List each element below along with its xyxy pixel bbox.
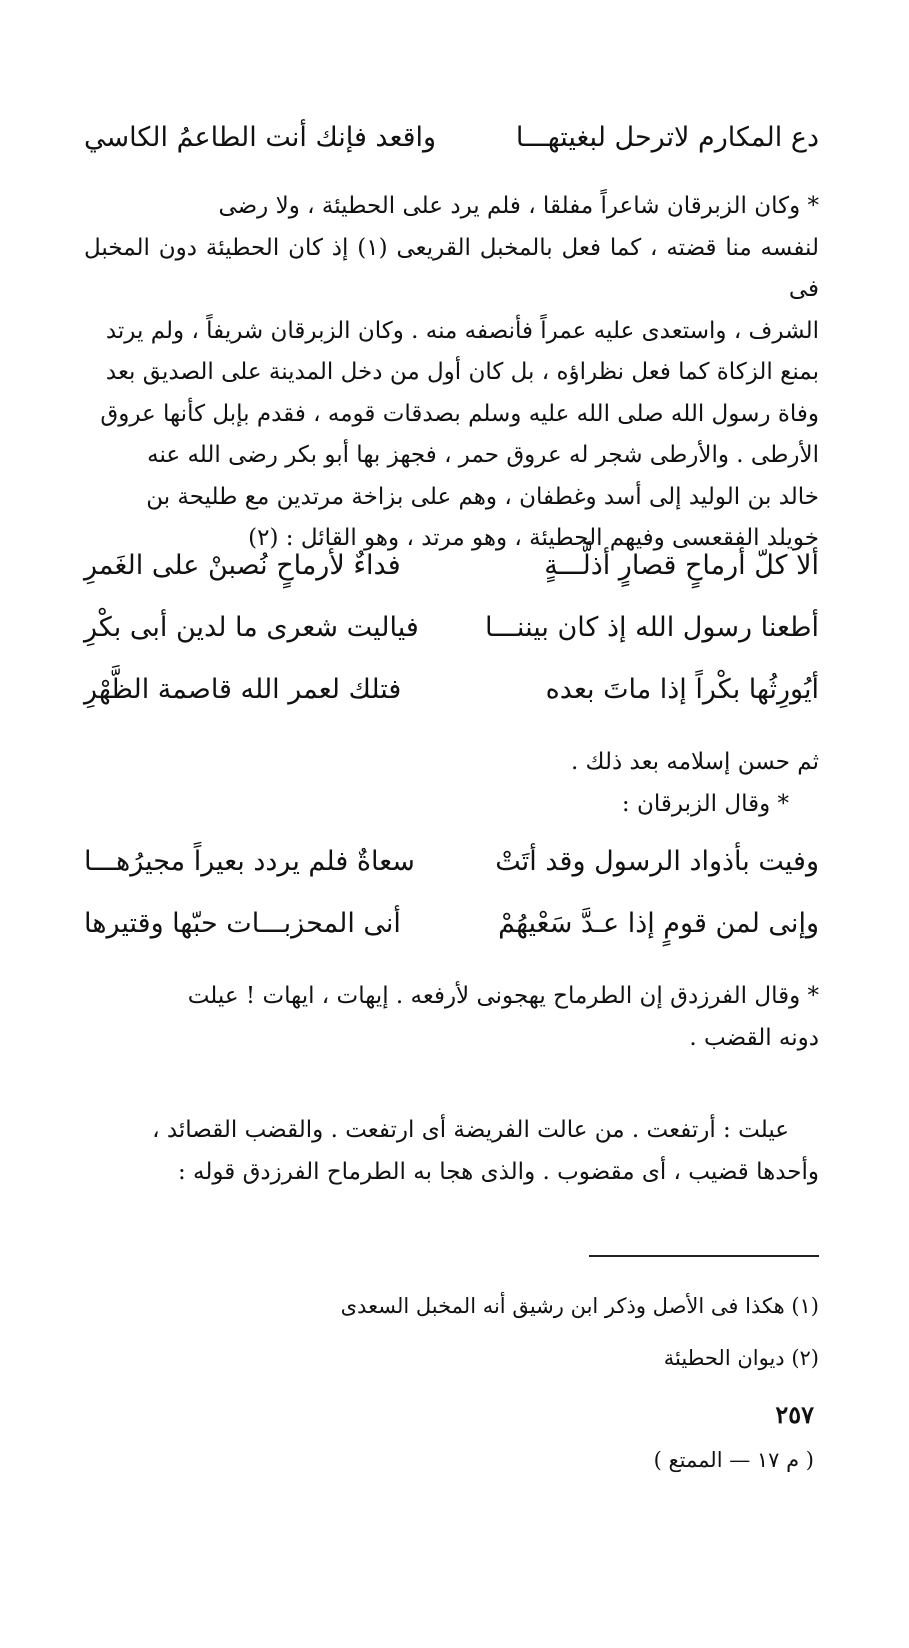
text-line: دونه القضب . xyxy=(689,1024,819,1051)
text-line: خالد بن الوليد إلى أسد وغطفان ، وهم على بزاخة مرتدين مع طليحة بن xyxy=(146,483,819,510)
footnote-divider xyxy=(589,1255,819,1257)
text-line: الشرف ، واستعدى عليه عمراً فأنصفه منه . وكان الزبرقان شريفاً ، ولم يرتد xyxy=(105,317,819,344)
after-verses-text xyxy=(84,742,819,825)
verse-line xyxy=(84,846,819,908)
footnote-2: (٢) ديوان الحطيئة xyxy=(663,1346,819,1370)
verse-line xyxy=(84,908,819,970)
text-line: * وكان الزبرقان شاعراً مفلقا ، فلم يرد على الحطيئة ، ولا رضى xyxy=(218,193,819,219)
verse-first-hemistich: أطعنا رسول الله إذ كان بيننـــا xyxy=(484,612,819,643)
text-line: * وقال الفرزدق إن الطرماح يهجونى لأرفعه . إيهات ، ايهات ! عيلت xyxy=(187,983,819,1009)
paragraph-gloss xyxy=(84,1110,819,1193)
text-line: ثم حسن إسلامه بعد ذلك . xyxy=(570,749,819,775)
footnotes xyxy=(119,1280,819,1384)
verses-hutayah xyxy=(84,550,819,736)
printer-signature: ( م ١٧ — الممتع ) xyxy=(653,1448,814,1472)
text-line: وفاة رسول الله صلى الله عليه وسلم بصدقات قومه ، فقدم بإبل كأنها عروق xyxy=(100,400,819,427)
verse-line xyxy=(84,674,819,736)
verse-first-hemistich: وفيت بأذواد الرسول وقد أتَتْ xyxy=(495,846,819,877)
verse-line xyxy=(84,550,819,612)
verse-line xyxy=(84,612,819,674)
page-number: ٢٥٧ xyxy=(775,1400,814,1429)
verse-line xyxy=(84,122,819,184)
text-line: بمنع الزكاة كما فعل نظراؤه ، بل كان أول من دخل المدينة على الصديق بعد xyxy=(105,359,819,385)
text-line: لنفسه منا قضته ، كما فعل بالمخبل القريعى (١) إذ كان الحطيئة دون المخبل فى xyxy=(84,234,819,302)
verse-second-hemistich: أنى المحزبـــات حبّها وقتيرها xyxy=(84,908,401,939)
text-line: وأحدها قضيب ، أى مقضوب . والذى هجا به الطرماح الفرزدق قوله : xyxy=(178,1158,819,1185)
verse-second-hemistich: واقعد فإنك أنت الطاعمُ الكاسي xyxy=(84,122,437,153)
verse-first-hemistich: أيُورِثُها بكْراً إذا ماتَ بعده xyxy=(545,674,819,705)
paragraph-zibriqan xyxy=(84,186,819,560)
verse-second-hemistich: فداءٌ لأرماحٍ نُصبنْ على الغَمرِ xyxy=(84,550,401,581)
verses-zibriqan xyxy=(84,846,819,970)
text-line: عيلت : أرتفعت . من عالت الفريضة أى ارتفعت . والقضب القصائد ، xyxy=(152,1117,789,1143)
verse-second-hemistich: فتلك لعمر الله قاصمة الظَّهْرِ xyxy=(84,674,402,705)
text-line: خويلد الفقعسى وفيهم الحطيئة ، وهو مرتد ، وهو القائل : (٢) xyxy=(248,525,819,551)
verse-first-hemistich: وإنى لمن قومٍ إذا عـدَّ سَعْيهُمْ xyxy=(498,908,819,939)
verse-first-hemistich: ألا كلّ أرماحٍ قصارٍ أذلَّـــةٍ xyxy=(544,550,819,581)
paragraph-farazdaq xyxy=(84,976,819,1059)
verse-second-hemistich: فياليت شعرى ما لدين أبى بكْرِ xyxy=(84,612,419,643)
footnote-1: (١) هكذا فى الأصل وذكر ابن رشيق أنه المخبل السعدى xyxy=(340,1294,819,1318)
verse-first-hemistich: دع المكارم لاترحل لبغيتهـــا xyxy=(515,122,819,153)
verse-second-hemistich: سعاةٌ فلم يردد بعيراً مجيرُهـــا xyxy=(84,846,415,877)
text-line: * وقال الزبرقان : xyxy=(621,790,789,817)
text-line: الأرطى . والأرطى شجر له عروق حمر ، فجهز بها أبو بكر رضى الله عنه xyxy=(147,442,819,468)
opening-verse xyxy=(84,122,819,184)
